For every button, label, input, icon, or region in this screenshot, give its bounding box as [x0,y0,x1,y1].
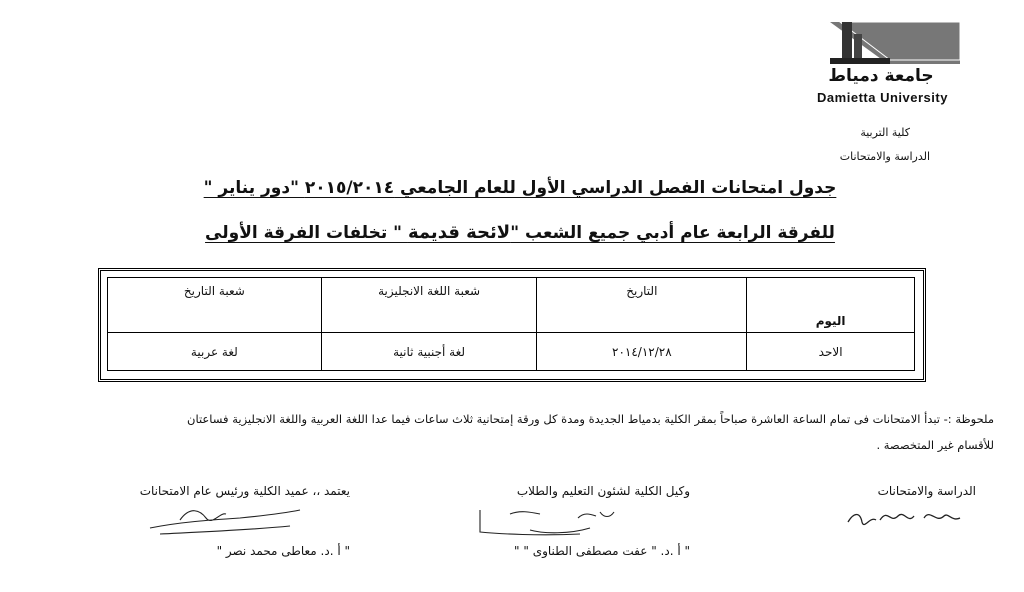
title-line-2-suffix: " تخلفات الفرقة الأولى [205,223,408,243]
logo-university-arabic: جامعة دمياط [828,66,934,86]
exams-office-signature [840,500,970,534]
dean-signature [140,500,340,540]
header-date: التاريخ [537,278,747,333]
dean-name: " أ .د. معاطى محمد نصر " [216,544,350,558]
header-english-section: شعبة اللغة الانجليزية [321,278,537,333]
dean-title: يعتمد ،، عميد الكلية ورئيس عام الامتحانات [139,484,350,498]
header-history-section: شعبة التاريخ [108,278,322,333]
vice-dean-title: وكيل الكلية لشئون التعليم والطلاب [516,484,690,498]
note-text: ملحوظة :- تبدأ الامتحانات فى تمام الساعة العاشرة صباحاً بمقر الكلية بدمياط الجديدة ومدة كل ورقة إمتحانية ثلاث ساعات فيما عدا اللغة العربية واللغة الانجليزية فساعتان [187,412,994,426]
cell-day: الاحد [747,333,915,371]
exam-schedule-table [98,268,926,382]
schedule-grid [107,277,915,371]
cell-date: ٢٠١٤/١٢/٢٨ [537,333,747,371]
faculty-name: كلية التربية [860,126,910,139]
cell-english-subject: لغة أجنبية ثانية [321,333,537,371]
vice-dean-name: " أ .د. " عفت مصطفى الطناوى " " [514,544,690,558]
schedule-subtitle [120,222,920,243]
note-text-continued: للأقسام غير المتخصصة . [876,438,994,452]
department-name: الدراسة والامتحانات [839,150,930,163]
table-header-row [108,278,915,333]
cell-history-subject: لغة عربية [108,333,322,371]
title-line-2-prefix: للفرقة الرابعة عام أدبي جميع الشعب " [510,223,835,243]
logo-university-english: Damietta University [817,90,948,105]
title-line-2-highlight: لائحة قديمة [407,222,511,243]
table-row [108,333,915,371]
schedule-title [120,178,920,198]
vice-dean-signature [470,500,650,542]
title-line-1: جدول امتحانات الفصل الدراسي الأول للعام الجامعي ٢٠١٥/٢٠١٤ "دور يناير " [203,178,837,198]
header-day: اليوم [747,278,915,333]
exams-office-title: الدراسة والامتحانات [877,484,976,498]
